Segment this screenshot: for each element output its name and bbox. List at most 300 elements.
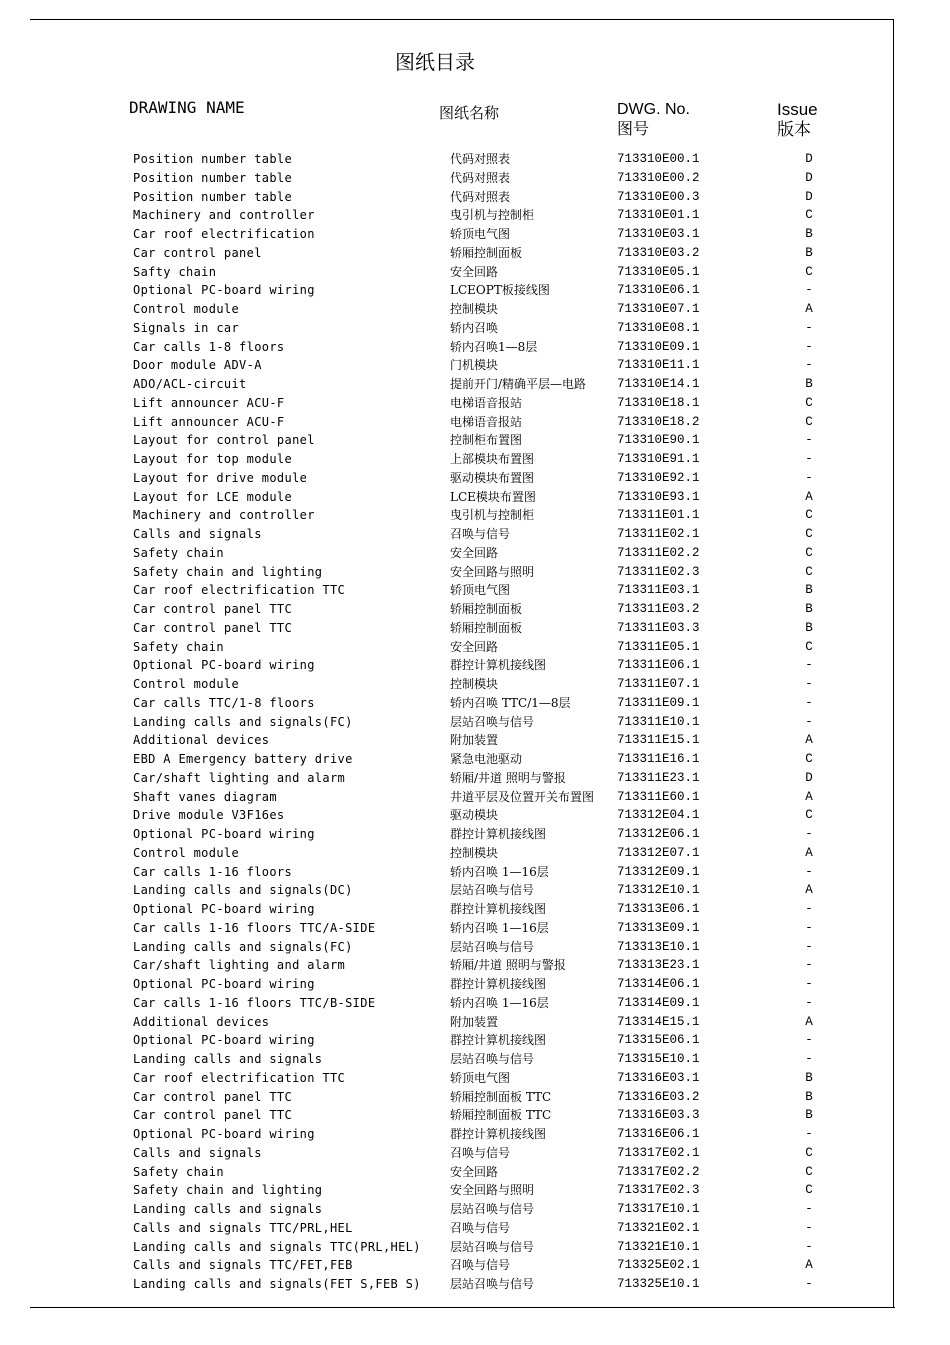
drawing-name: Position number table: [133, 189, 293, 204]
dwg-number: 713321E10.1: [617, 1239, 700, 1254]
issue-version: -: [805, 283, 813, 298]
drawing-name: Calls and signals: [133, 527, 262, 541]
table-row: [0, 488, 950, 507]
drawing-name: Shaft vanes diagram: [133, 789, 277, 804]
table-row: [0, 244, 950, 263]
drawing-name: Control module: [133, 302, 240, 316]
drawing-name-cn: 群控计算机接线图: [450, 1127, 547, 1141]
drawing-name-cn: 群控计算机接线图: [450, 827, 547, 841]
dwg-number: 713311E03.3: [617, 620, 700, 635]
dwg-number: 713310E00.3: [617, 189, 700, 204]
drawing-name-cn: 层站召唤与信号: [450, 714, 535, 729]
dwg-number: 713312E06.1: [617, 827, 700, 841]
table-row: [0, 1031, 950, 1050]
drawing-name-cn: 轿内召唤1—8层: [450, 339, 538, 354]
table-row: [0, 1050, 950, 1069]
dwg-number: 713310E91.1: [617, 452, 700, 466]
issue-version: B: [805, 620, 813, 635]
dwg-number: 713311E02.3: [617, 564, 700, 579]
issue-version: -: [805, 677, 813, 691]
dwg-number: 713310E92.1: [617, 470, 700, 485]
table-row: [0, 206, 950, 225]
dwg-number: 713316E03.2: [617, 1089, 700, 1104]
drawing-name-cn: 轿内召唤 1—16层: [450, 920, 549, 935]
drawing-name: Car control panel TTC: [133, 620, 293, 635]
dwg-number: 713314E06.1: [617, 977, 700, 991]
table-row: [0, 1219, 950, 1238]
drawing-name: Calls and signals TTC/FET,FEB: [133, 1258, 353, 1273]
dwg-number: 713311E10.1: [617, 714, 700, 729]
drawing-name-cn: 轿厢控制面板: [450, 602, 523, 616]
dwg-number: 713313E09.1: [617, 920, 700, 935]
dwg-number: 713310E14.1: [617, 377, 700, 391]
drawing-name-cn: 轿内召唤 TTC/1—8层: [450, 695, 571, 710]
table-row: [0, 919, 950, 938]
drawing-name-cn: 轿顶电气图: [450, 1070, 511, 1085]
dwg-number: 713311E06.1: [617, 658, 700, 673]
dwg-number: 713311E16.1: [617, 752, 700, 766]
drawing-name: Car roof electrification TTC: [133, 583, 346, 598]
header-dwg-no-en: DWG. No.: [617, 101, 690, 118]
dwg-number: 713311E05.1: [617, 639, 700, 654]
drawing-list: [0, 150, 950, 1294]
drawing-name: Car control panel: [133, 245, 262, 260]
issue-version: B: [805, 1089, 813, 1104]
issue-version: C: [805, 508, 813, 523]
drawing-name: Safety chain: [133, 545, 224, 560]
issue-version: -: [805, 433, 813, 448]
dwg-number: 713310E03.2: [617, 245, 700, 260]
header-dwg-no-cn: 图号: [617, 121, 650, 138]
issue-version: -: [805, 902, 813, 916]
issue-version: A: [805, 302, 813, 316]
dwg-number: 713311E07.1: [617, 677, 700, 691]
drawing-name: Optional PC-board wiring: [133, 658, 315, 673]
dwg-number: 713317E02.2: [617, 1164, 700, 1179]
table-row: [0, 544, 950, 563]
drawing-name-cn: 曳引机与控制柜: [450, 208, 535, 223]
issue-version: -: [805, 1220, 813, 1235]
drawing-name-cn: 控制模块: [450, 845, 499, 860]
issue-version: A: [805, 1014, 813, 1029]
issue-version: D: [805, 152, 813, 166]
table-row: [0, 900, 950, 919]
drawing-name: Car calls 1-8 floors: [133, 339, 285, 354]
drawing-name-cn: 控制模块: [450, 677, 499, 691]
issue-version: A: [805, 733, 813, 748]
table-row: [0, 281, 950, 300]
table-row: [0, 225, 950, 244]
drawing-name-cn: 驱动模块布置图: [450, 470, 535, 485]
table-row: [0, 469, 950, 488]
issue-version: A: [805, 489, 813, 504]
table-row: [0, 694, 950, 713]
issue-version: C: [805, 264, 813, 279]
dwg-number: 713316E06.1: [617, 1127, 700, 1141]
drawing-name-cn: 层站召唤与信号: [450, 1239, 535, 1254]
dwg-number: 713310E90.1: [617, 433, 700, 448]
issue-version: C: [805, 414, 813, 429]
dwg-number: 713311E03.2: [617, 602, 700, 616]
dwg-number: 713311E15.1: [617, 733, 700, 748]
drawing-name: Car/shaft lighting and alarm: [133, 770, 346, 785]
drawing-name-cn: 安全回路: [450, 639, 499, 654]
issue-version: -: [805, 695, 813, 710]
dwg-number: 713310E08.1: [617, 320, 700, 335]
drawing-name-cn: 轿厢控制面板 TTC: [450, 1108, 552, 1123]
drawing-name: Car roof electrification TTC: [133, 1070, 346, 1085]
issue-version: B: [805, 1070, 813, 1085]
drawing-name: Landing calls and signals: [133, 1202, 323, 1216]
issue-version: C: [805, 808, 813, 823]
issue-version: C: [805, 1145, 813, 1160]
drawing-name: Car control panel TTC: [133, 1108, 293, 1123]
bottom-rule: [30, 1307, 895, 1308]
issue-version: C: [805, 564, 813, 579]
issue-version: -: [805, 827, 813, 841]
drawing-name: Landing calls and signals(FET S,FEB S): [133, 1277, 421, 1291]
dwg-number: 713312E09.1: [617, 864, 700, 879]
table-row: [0, 600, 950, 619]
issue-version: -: [805, 977, 813, 991]
issue-version: A: [805, 789, 813, 804]
issue-version: -: [805, 958, 813, 973]
table-row: [0, 938, 950, 957]
drawing-name-cn: 层站召唤与信号: [450, 1052, 535, 1066]
dwg-number: 713313E23.1: [617, 958, 700, 973]
issue-version: -: [805, 995, 813, 1010]
dwg-number: 713310E01.1: [617, 208, 700, 223]
drawing-name-cn: 轿内召唤 1—16层: [450, 864, 549, 879]
header-drawing-name: DRAWING NAME: [129, 98, 245, 117]
drawing-name-cn: 曳引机与控制柜: [450, 508, 535, 523]
dwg-number: 713312E04.1: [617, 808, 700, 823]
drawing-name: Calls and signals: [133, 1145, 262, 1160]
table-row: [0, 1106, 950, 1125]
issue-version: B: [805, 377, 813, 391]
drawing-name-cn: 轿顶电气图: [450, 227, 511, 241]
table-row: [0, 1144, 950, 1163]
dwg-number: 713317E02.1: [617, 1145, 700, 1160]
issue-version: A: [805, 845, 813, 860]
table-row: [0, 300, 950, 319]
drawing-name: Car roof electrification: [133, 227, 315, 241]
issue-version: -: [805, 920, 813, 935]
drawing-name-cn: 层站召唤与信号: [450, 939, 535, 954]
dwg-number: 713317E02.3: [617, 1183, 700, 1198]
drawing-name: Landing calls and signals(FC): [133, 714, 353, 729]
drawing-name: Optional PC-board wiring: [133, 1033, 315, 1048]
table-row: [0, 1275, 950, 1294]
dwg-number: 713325E10.1: [617, 1277, 700, 1291]
drawing-name-cn: 上部模块布置图: [450, 452, 535, 466]
issue-version: C: [805, 752, 813, 766]
drawing-name-cn: 群控计算机接线图: [450, 977, 547, 991]
dwg-number: 713310E00.1: [617, 152, 700, 166]
table-row: [0, 881, 950, 900]
dwg-number: 713315E06.1: [617, 1033, 700, 1048]
drawing-name-cn: 召唤与信号: [450, 1220, 511, 1235]
issue-version: -: [805, 452, 813, 466]
issue-version: B: [805, 602, 813, 616]
drawing-name: Machinery and controller: [133, 508, 315, 523]
issue-version: B: [805, 245, 813, 260]
issue-version: B: [805, 227, 813, 241]
issue-version: C: [805, 545, 813, 560]
dwg-number: 713310E00.2: [617, 170, 700, 185]
drawing-name-cn: 井道平层及位置开关布置图: [450, 789, 595, 804]
drawing-name-cn: 轿厢控制面板: [450, 620, 523, 635]
drawing-name: Control module: [133, 845, 240, 860]
dwg-number: 713325E02.1: [617, 1258, 700, 1273]
drawing-name: Car calls TTC/1-8 floors: [133, 695, 315, 710]
header-drawing-name-cn: 图纸名称: [439, 104, 500, 122]
drawing-name-cn: 附加装置: [450, 1014, 499, 1029]
drawing-name-cn: 安全回路与照明: [450, 564, 535, 579]
header-dwg-no: [617, 100, 690, 140]
dwg-number: 713311E23.1: [617, 770, 700, 785]
dwg-number: 713310E07.1: [617, 302, 700, 316]
dwg-number: 713312E10.1: [617, 883, 700, 898]
issue-version: B: [805, 1108, 813, 1123]
table-row: [0, 375, 950, 394]
drawing-name: Car calls 1-16 floors: [133, 864, 293, 879]
table-row: [0, 638, 950, 657]
table-row: [0, 563, 950, 582]
drawing-name-cn: 层站召唤与信号: [450, 883, 535, 898]
drawing-name: Landing calls and signals(DC): [133, 883, 353, 898]
drawing-name: Lift announcer ACU-F: [133, 395, 285, 410]
drawing-name-cn: 群控计算机接线图: [450, 658, 547, 673]
issue-version: C: [805, 527, 813, 541]
dwg-number: 713312E07.1: [617, 845, 700, 860]
dwg-number: 713317E10.1: [617, 1202, 700, 1216]
drawing-name-cn: 电梯语音报站: [450, 395, 523, 410]
dwg-number: 713311E01.1: [617, 508, 700, 523]
drawing-name-cn: 轿顶电气图: [450, 583, 511, 598]
drawing-name: Optional PC-board wiring: [133, 902, 315, 916]
table-row: [0, 1125, 950, 1144]
dwg-number: 713313E10.1: [617, 939, 700, 954]
drawing-name: Safety chain and lighting: [133, 564, 323, 579]
table-row: [0, 525, 950, 544]
header-issue-en: Issue: [777, 100, 818, 119]
table-row: [0, 656, 950, 675]
drawing-name-cn: 召唤与信号: [450, 1145, 511, 1160]
dwg-number: 713321E02.1: [617, 1220, 700, 1235]
drawing-name-cn: 轿厢/井道 照明与警报: [450, 770, 566, 785]
drawing-name-cn: 紧急电池驱动: [450, 752, 523, 766]
drawing-name: Optional PC-board wiring: [133, 827, 315, 841]
drawing-name-cn: 代码对照表: [450, 189, 511, 204]
issue-version: C: [805, 1164, 813, 1179]
table-row: [0, 394, 950, 413]
issue-version: C: [805, 639, 813, 654]
issue-version: D: [805, 770, 813, 785]
drawing-name: Safety chain: [133, 1164, 224, 1179]
issue-version: -: [805, 1277, 813, 1291]
drawing-name-cn: 轿厢/井道 照明与警报: [450, 958, 566, 973]
drawing-name: Landing calls and signals: [133, 1052, 323, 1066]
drawing-name: Additional devices: [133, 1014, 270, 1029]
issue-version: B: [805, 583, 813, 598]
drawing-name: Position number table: [133, 170, 293, 185]
drawing-name: Safety chain and lighting: [133, 1183, 323, 1198]
issue-version: -: [805, 1052, 813, 1066]
drawing-name-cn: 群控计算机接线图: [450, 1033, 547, 1048]
header-issue: [777, 100, 818, 140]
issue-version: C: [805, 395, 813, 410]
drawing-name: Additional devices: [133, 733, 270, 748]
drawing-name: Safty chain: [133, 264, 217, 279]
table-row: [0, 1256, 950, 1275]
table-row: [0, 413, 950, 432]
table-row: [0, 713, 950, 732]
drawing-name: Car calls 1-16 floors TTC/A-SIDE: [133, 920, 376, 935]
drawing-name-cn: 轿厢控制面板: [450, 245, 523, 260]
table-row: [0, 863, 950, 882]
table-row: [0, 956, 950, 975]
table-row: [0, 731, 950, 750]
dwg-number: 713310E05.1: [617, 264, 700, 279]
drawing-name: Drive module V3F16es: [133, 808, 285, 823]
issue-version: -: [805, 1127, 813, 1141]
drawing-name: Optional PC-board wiring: [133, 283, 315, 298]
issue-version: A: [805, 1258, 813, 1273]
issue-version: -: [805, 320, 813, 335]
drawing-name: Optional PC-board wiring: [133, 1127, 315, 1141]
table-row: [0, 1088, 950, 1107]
drawing-name-cn: 安全回路: [450, 264, 499, 279]
drawing-name-cn: 安全回路: [450, 1164, 499, 1179]
issue-version: -: [805, 358, 813, 373]
table-row: [0, 844, 950, 863]
dwg-number: 713310E18.2: [617, 414, 700, 429]
drawing-name: Car/shaft lighting and alarm: [133, 958, 346, 973]
issue-version: -: [805, 658, 813, 673]
drawing-name-cn: 电梯语音报站: [450, 414, 523, 429]
issue-version: -: [805, 339, 813, 354]
drawing-name-cn: 安全回路: [450, 545, 499, 560]
table-row: [0, 263, 950, 282]
issue-version: -: [805, 1239, 813, 1254]
table-row: [0, 431, 950, 450]
issue-version: -: [805, 714, 813, 729]
drawing-name-cn: 提前开门/精确平层—电路: [450, 377, 587, 391]
dwg-number: 713311E03.1: [617, 583, 700, 598]
drawing-name: Signals in car: [133, 320, 240, 335]
drawing-name-cn: 控制柜布置图: [450, 433, 523, 448]
dwg-number: 713310E06.1: [617, 283, 700, 298]
drawing-name-cn: 召唤与信号: [450, 1258, 511, 1273]
table-row: [0, 750, 950, 769]
drawing-name-cn: 驱动模块: [450, 808, 499, 823]
drawing-name-cn: 代码对照表: [450, 170, 511, 185]
dwg-number: 713314E09.1: [617, 995, 700, 1010]
dwg-number: 713311E02.2: [617, 545, 700, 560]
table-row: [0, 825, 950, 844]
dwg-number: 713316E03.3: [617, 1108, 700, 1123]
drawing-name-cn: 代码对照表: [450, 152, 511, 166]
issue-version: -: [805, 864, 813, 879]
drawing-name-cn: 控制模块: [450, 302, 499, 316]
drawing-name-cn: 轿内召唤: [450, 320, 499, 335]
table-row: [0, 506, 950, 525]
dwg-number: 713314E15.1: [617, 1014, 700, 1029]
issue-version: C: [805, 208, 813, 223]
drawing-name: Lift announcer ACU-F: [133, 414, 285, 429]
drawing-name: Layout for control panel: [133, 433, 315, 448]
table-row: [0, 450, 950, 469]
dwg-number: 713311E60.1: [617, 789, 700, 804]
dwg-number: 713310E93.1: [617, 489, 700, 504]
drawing-name: Control module: [133, 677, 240, 691]
dwg-number: 713316E03.1: [617, 1070, 700, 1085]
drawing-name-cn: 层站召唤与信号: [450, 1202, 535, 1216]
table-row: [0, 338, 950, 357]
table-row: [0, 319, 950, 338]
dwg-number: 713313E06.1: [617, 902, 700, 916]
table-row: [0, 581, 950, 600]
table-row: [0, 975, 950, 994]
table-row: [0, 150, 950, 169]
table-row: [0, 806, 950, 825]
dwg-number: 713315E10.1: [617, 1052, 700, 1066]
drawing-name-cn: 门机模块: [450, 358, 499, 373]
drawing-name: Door module ADV-A: [133, 358, 262, 373]
drawing-name: Optional PC-board wiring: [133, 977, 315, 991]
dwg-number: 713311E02.1: [617, 527, 700, 541]
issue-version: -: [805, 939, 813, 954]
table-row: [0, 769, 950, 788]
dwg-number: 713310E11.1: [617, 358, 700, 373]
drawing-name: Car control panel TTC: [133, 602, 293, 616]
dwg-number: 713310E09.1: [617, 339, 700, 354]
drawing-name-cn: 轿厢控制面板 TTC: [450, 1089, 552, 1104]
drawing-name: Position number table: [133, 152, 293, 166]
issue-version: -: [805, 1202, 813, 1216]
drawing-name-cn: 层站召唤与信号: [450, 1277, 535, 1291]
table-row: [0, 1181, 950, 1200]
table-row: [0, 356, 950, 375]
drawing-name: Layout for drive module: [133, 470, 308, 485]
drawing-name: Calls and signals TTC/PRL,HEL: [133, 1220, 353, 1235]
table-row: [0, 1013, 950, 1032]
dwg-number: 713310E18.1: [617, 395, 700, 410]
table-row: [0, 788, 950, 807]
dwg-number: 713311E09.1: [617, 695, 700, 710]
table-row: [0, 1163, 950, 1182]
issue-version: D: [805, 170, 813, 185]
drawing-name-cn: LCE模块布置图: [450, 489, 536, 504]
issue-version: -: [805, 1033, 813, 1048]
table-row: [0, 188, 950, 207]
table-row: [0, 994, 950, 1013]
table-row: [0, 169, 950, 188]
issue-version: -: [805, 470, 813, 485]
drawing-name-cn: 安全回路与照明: [450, 1183, 535, 1198]
drawing-name: Landing calls and signals(FC): [133, 939, 353, 954]
drawing-name: EBD A Emergency battery drive: [133, 752, 353, 766]
page-title: 图纸目录: [395, 50, 475, 74]
drawing-name-cn: LCEOPT板接线图: [450, 283, 550, 298]
dwg-number: 713310E03.1: [617, 227, 700, 241]
drawing-name-cn: 召唤与信号: [450, 527, 511, 541]
drawing-name: Car calls 1-16 floors TTC/B-SIDE: [133, 995, 376, 1010]
drawing-name: ADO/ACL-circuit: [133, 377, 247, 391]
table-row: [0, 1069, 950, 1088]
table-row: [0, 1238, 950, 1257]
